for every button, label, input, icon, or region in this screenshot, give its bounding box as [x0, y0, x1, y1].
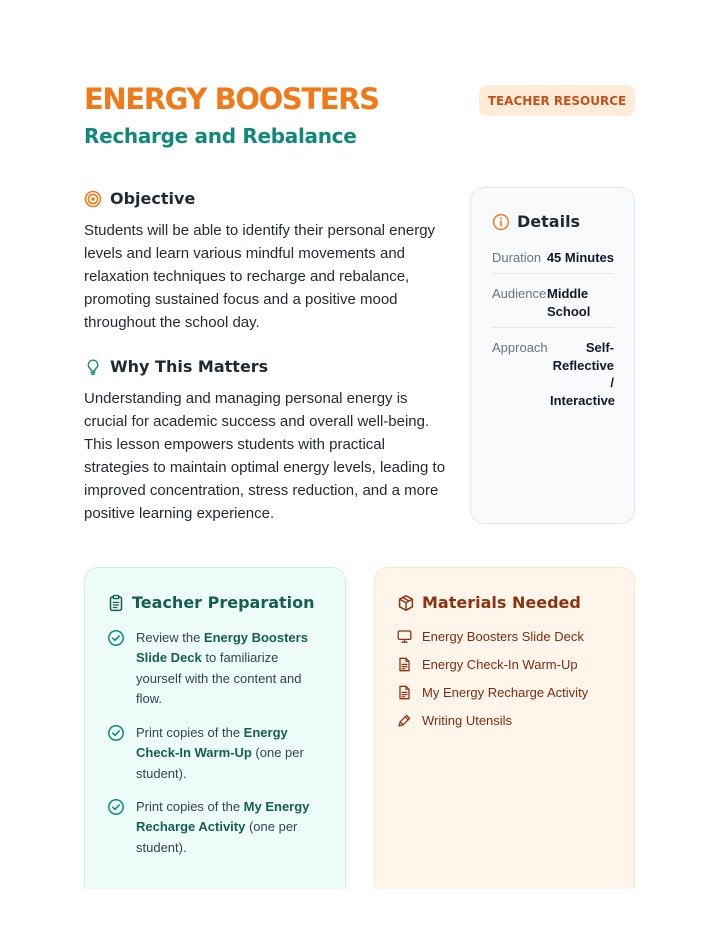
- page-bottom-cutoff: [0, 889, 720, 932]
- material-item-label: Energy Check-In Warm-Up: [422, 657, 578, 672]
- materials-heading: [397, 593, 581, 612]
- details-value: Middle School: [547, 286, 591, 319]
- document-icon: [397, 657, 412, 672]
- details-value: Self-Reflective / Interactive: [550, 340, 616, 408]
- clipboard-icon: [107, 594, 125, 612]
- material-item: [397, 629, 584, 644]
- material-item-label: My Energy Recharge Activity: [422, 685, 589, 700]
- material-item-label: Energy Boosters Slide Deck: [422, 629, 584, 644]
- monitor-icon: [397, 629, 412, 644]
- why-heading-label: Why This Matters: [110, 357, 269, 376]
- teacher-resource-badge: TEACHER RESOURCE: [479, 85, 635, 116]
- preparation-heading-label: Teacher Preparation: [132, 593, 315, 612]
- materials-heading-label: Materials Needed: [422, 593, 581, 612]
- why-heading: [84, 357, 268, 376]
- material-item: [397, 713, 512, 728]
- details-label: Audience: [492, 286, 547, 301]
- material-item: [397, 685, 588, 700]
- objective-heading: [84, 189, 195, 208]
- material-item: [397, 657, 578, 672]
- details-label: Approach: [492, 340, 548, 355]
- teacher-preparation-card: [84, 567, 346, 907]
- details-value: 45 Minutes: [546, 250, 614, 265]
- divider: [492, 327, 614, 328]
- preparation-step-text: Review the Energy Boosters Slide Deck to familiarize yourself with the content and flow.: [136, 630, 308, 706]
- info-icon: [492, 213, 510, 231]
- objective-heading-label: Objective: [110, 189, 196, 208]
- details-card: [470, 187, 635, 524]
- materials-card: [374, 567, 635, 907]
- check-circle-icon: [107, 798, 125, 816]
- divider: [492, 273, 614, 274]
- pen-icon: [397, 713, 412, 728]
- check-circle-icon: [107, 629, 125, 647]
- material-item-label: Writing Utensils: [422, 713, 513, 728]
- lightbulb-icon: [84, 358, 102, 376]
- page-title: ENERGY BOOSTERS: [84, 82, 379, 116]
- target-icon: [84, 190, 102, 208]
- details-heading: [492, 212, 580, 231]
- objective-text: Students will be able to identify their personal energy levels and learn various mindful movements and relaxation techniques to recharge and rebalance, promoting sustained focus and a positive mood throughout the school day.: [84, 222, 436, 331]
- package-icon: [397, 594, 415, 612]
- check-circle-icon: [107, 724, 125, 742]
- preparation-step-text: Print copies of the My Energy Recharge Activity (one per student).: [136, 799, 310, 855]
- page-subtitle: Recharge and Rebalance: [84, 124, 357, 148]
- why-text: Understanding and managing personal energy is crucial for academic success and overall well-being. This lesson empowers students with practical strategies to maintain optimal energy levels, leading to improved concentration, stress reduction, and a more positive learning experience.: [84, 390, 446, 522]
- details-heading-label: Details: [517, 212, 581, 231]
- details-label: Duration: [492, 250, 542, 265]
- document-icon: [397, 685, 412, 700]
- preparation-heading: [107, 593, 315, 612]
- preparation-step-text: Print copies of the Energy Check-In Warm-Up (one per student).: [136, 725, 304, 781]
